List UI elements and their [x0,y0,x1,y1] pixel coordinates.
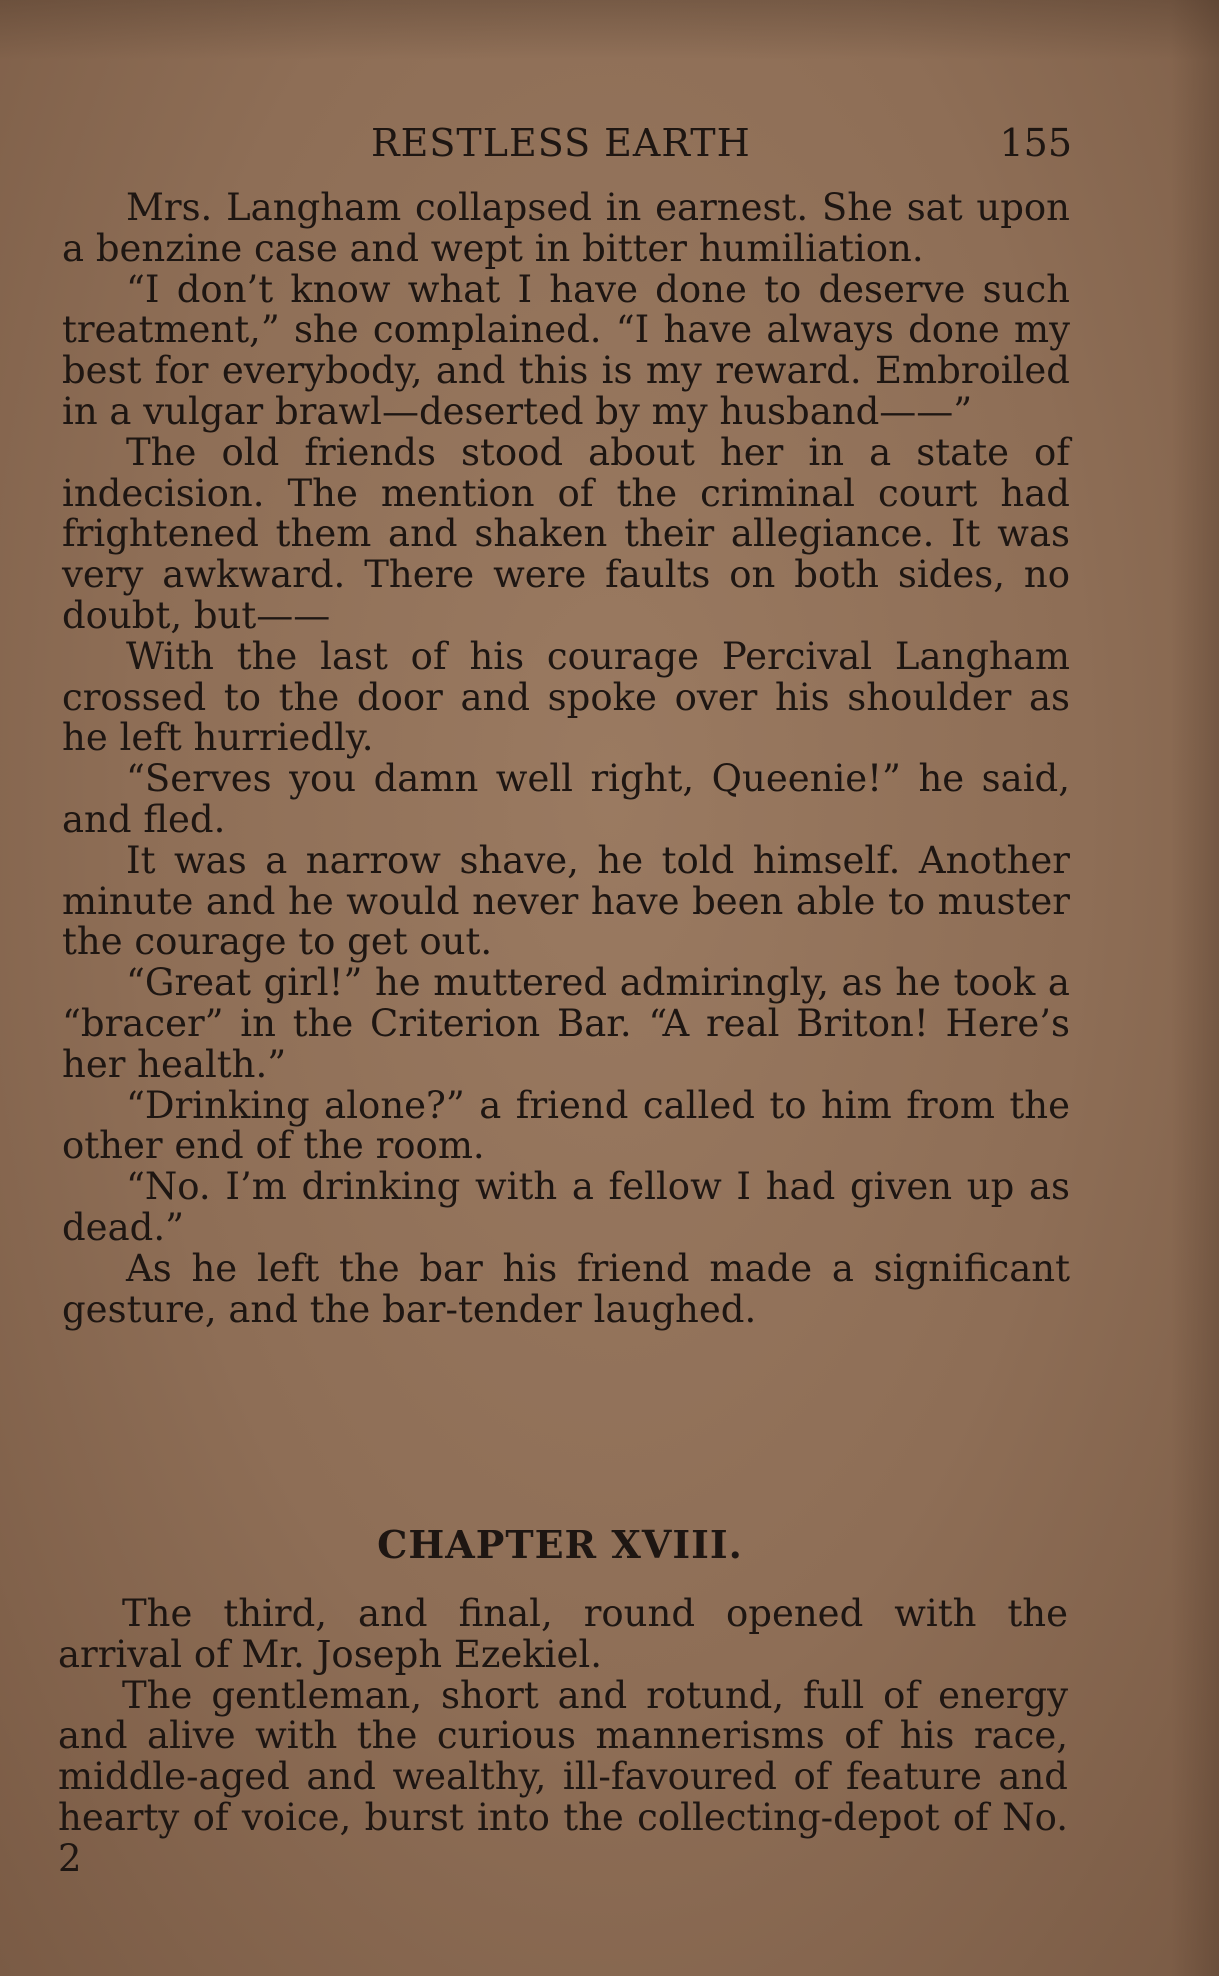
paragraph: “No. I’m drinking with a fellow I had given up as dead.” [62,1165,1070,1249]
paragraph: The old friends stood about her in a state of indecision. The mention of the criminal court had frightened them and shaken their allegiance. It was very awkward. There were faults on both sides, no doubt, but—— [62,430,1070,637]
running-head [66,118,1072,168]
chapter-text [58,1594,1068,1880]
body-text [62,188,1070,1330]
running-title: RESTLESS EARTH [371,121,751,165]
chapter-paragraph: The gentleman, short and rotund, full of energy and alive with the curious mannerisms of his race, middle-aged and wealthy, ill-favoured of feature and hearty of voice, burst into the collecting-depot of No. 2 [58,1673,1068,1880]
page-shadow-top [0,0,1219,60]
paragraph: “Drinking alone?” a friend called to him from the other end of the room. [62,1083,1070,1168]
paragraph: With the last of his courage Percival Langham crossed to the door and spoke over his shoulder as he left hurriedly. [62,634,1070,760]
paragraph: It was a narrow shave, he told himself. Another minute and he would never have been able to muster the courage to get out. [62,838,1070,964]
chapter-paragraph: The third, and final, round opened with the arrival of Mr. Joseph Ezekiel. [58,1592,1068,1676]
page-number: 155 [999,121,1072,165]
page-shadow-right [1171,0,1219,1976]
paragraph: “I don’t know what I have done to deserve such treatment,” she complained. “I have always done my best for everybody, and this is my reward. Embroiled in a vulgar brawl—deserted by my husband——” [62,267,1070,433]
paragraph: As he left the bar his friend made a significant gesture, and the bar-tender laughed. [62,1246,1070,1331]
paragraph: “Serves you damn well right, Queenie!” he said, and fled. [62,757,1070,841]
paragraph: Mrs. Langham collapsed in earnest. She sat upon a benzine case and wept in bitter humiliation. [62,186,1070,270]
paragraph: “Great girl!” he muttered admiringly, as he took a “bracer” in the Criterion Bar. “A real Briton! Here’s her health.” [62,961,1070,1086]
chapter-heading: CHAPTER XVIII. [377,1522,743,1567]
